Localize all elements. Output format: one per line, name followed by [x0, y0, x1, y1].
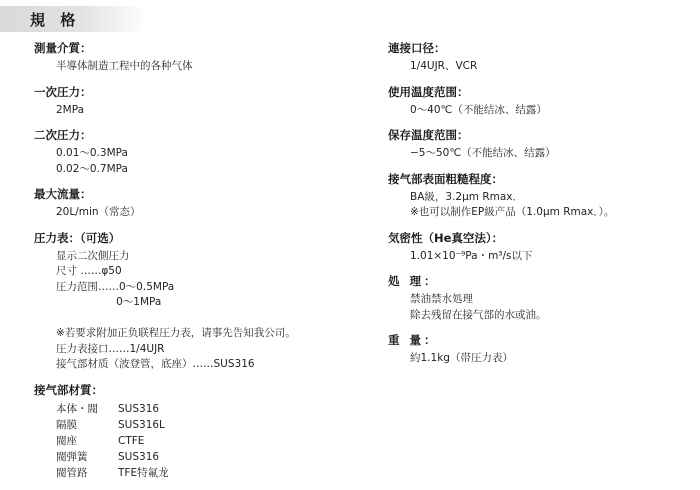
material-value: CTFE [118, 434, 145, 447]
spec-value: 半導体制造工程中的各种气体 [56, 60, 193, 72]
spec-value: BA級，3.2μm Rmax． [410, 190, 524, 203]
spec-value: 0.01～0.3MPa [56, 147, 128, 159]
table-row [56, 465, 374, 481]
spec-item-storage-temperature [388, 127, 688, 162]
spec-label: 保存温度范围： [388, 128, 469, 142]
spec-value-spacer [34, 311, 374, 327]
spec-label: 測量介質： [34, 41, 92, 55]
spec-item-max-flow [34, 186, 374, 221]
spec-value: 0～40℃（不能结冰、结露） [410, 103, 547, 116]
spec-value: 圧力范围……0～0.5MPa [56, 280, 175, 293]
spec-item-weight [388, 332, 688, 367]
material-name: 隔膜 [56, 418, 77, 431]
spec-item-connection-size [388, 40, 688, 75]
table-row [56, 433, 374, 449]
spec-value: 2MPa [56, 103, 85, 116]
materials-table [34, 401, 374, 481]
table-row [56, 417, 374, 433]
spec-label: 重 量： [388, 333, 439, 347]
right-column [388, 40, 688, 376]
spec-label: 二次圧力： [34, 128, 92, 142]
spec-value: 除去残留在接气部的水或油。 [410, 308, 547, 321]
spec-value: 1/4UJR、VCR [410, 60, 478, 72]
spec-value: 0～1MPa [56, 296, 162, 308]
table-row [56, 449, 374, 465]
spec-label: 接气部材質： [34, 382, 103, 397]
spec-label: 接气部表面粗糙程度： [388, 171, 503, 186]
page-title: 規 格 [30, 10, 81, 29]
spec-value: 接气部材质（波登管，底座）……SUS316 [56, 358, 255, 370]
material-name: 本体・閥 [56, 402, 98, 415]
spec-item-secondary-pressure [34, 127, 374, 177]
material-name: 閥管路 [56, 466, 88, 479]
spec-value: −5～50℃（不能结冰、结露） [410, 147, 556, 159]
material-name: 閥座 [56, 434, 77, 447]
material-value: SUS316 [118, 402, 160, 415]
spec-label: 処 理： [388, 274, 439, 288]
spec-note: ※若要求附加正负联程圧力表，请事先告知我公司。 [56, 327, 296, 339]
spec-label: 連接口径： [388, 41, 446, 55]
spec-value: 圧力表接口……1/4UJR [56, 342, 165, 355]
spec-item-surface-roughness [388, 171, 688, 221]
left-column [34, 40, 374, 490]
material-name: 閥弾簧 [56, 450, 88, 463]
spec-value: 0.02～0.7MPa [56, 162, 128, 175]
spec-value: 显示二次側圧力 [56, 249, 130, 262]
table-row [56, 401, 374, 417]
spec-item-primary-pressure [34, 84, 374, 119]
spec-label: 一次圧力： [34, 84, 92, 99]
spec-label: 圧力表：（可选） [34, 230, 121, 245]
spec-value: 禁油禁水処理 [410, 293, 473, 305]
material-value: SUS316 [118, 450, 160, 463]
spec-note: ※也可以制作EP級产品（1.0μm Rmax．）。 [410, 206, 615, 218]
spec-value: 尺寸 ……φ50 [56, 265, 122, 277]
spec-item-air-tightness [388, 230, 688, 265]
material-value: TFE特氟龙 [118, 466, 169, 479]
spec-item-treatment [388, 273, 688, 323]
spec-item-measuring-medium [34, 40, 374, 75]
spec-label: 気密性（He真空法）： [388, 230, 504, 245]
spec-item-operating-temperature [388, 84, 688, 119]
spec-content [0, 40, 700, 479]
spec-value: 約1.1kg（帯圧力表） [410, 352, 513, 364]
spec-label: 最大流量： [34, 187, 92, 201]
spec-item-pressure-gauge [34, 230, 374, 373]
spec-label: 使用温度范围： [388, 84, 469, 99]
spec-value: 20L/min（常态） [56, 206, 141, 218]
material-value: SUS316L [118, 418, 165, 431]
section-header [0, 6, 148, 32]
spec-item-wetted-materials [34, 382, 374, 481]
spec-value: 1.01×10⁻⁹Pa・m³/s以下 [410, 249, 533, 262]
